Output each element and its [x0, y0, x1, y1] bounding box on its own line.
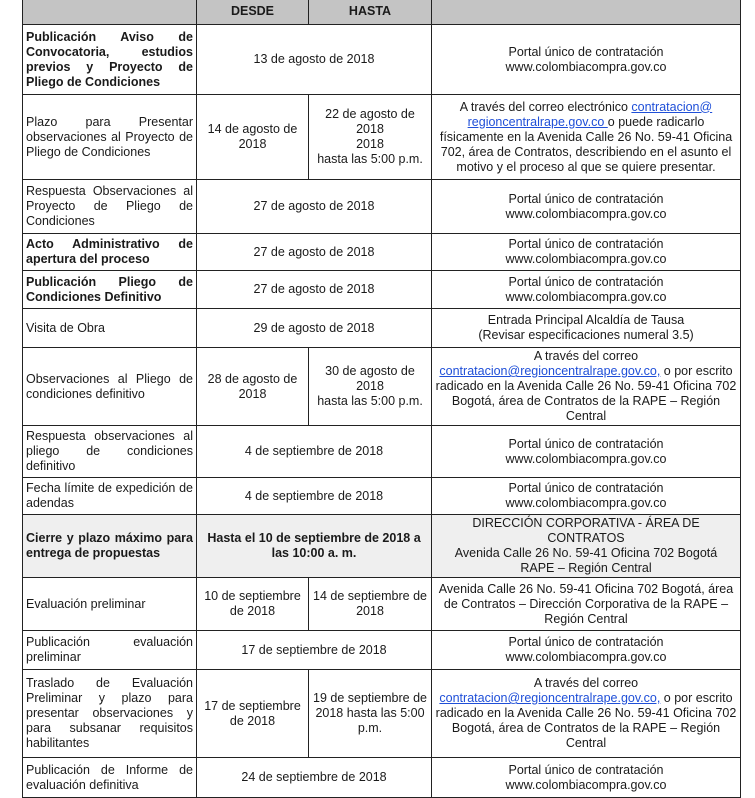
place-cell — [432, 25, 741, 95]
place-url: www.colombiacompra.gov.co — [505, 650, 667, 664]
table-row — [23, 426, 741, 478]
header-from: DESDE — [197, 0, 309, 25]
place-text: A través del correo electrónico — [459, 99, 632, 114]
place-text: o por escrito radicado en la Avenida Calle 26 No. 59-41 Oficina 702 Bogotá, área de Contratos de la RAPE – Región Central — [435, 691, 737, 750]
from-date-cell: 17 de septiembre de 2018 — [197, 670, 309, 758]
activity-cell: Respuesta Observaciones al Proyecto de Pliego de Condiciones — [23, 180, 197, 234]
from-date-cell: 14 de agosto de 2018 — [197, 95, 309, 180]
place-url: www.colombiacompra.gov.co — [505, 496, 667, 510]
activity-cell: Acto Administrativo de apertura del proceso — [23, 234, 197, 271]
place-line: Portal único de contratación — [508, 274, 664, 289]
to-date-cell — [309, 95, 432, 180]
place-line: Portal único de contratación — [508, 237, 664, 251]
schedule-table — [22, 0, 741, 798]
header-place — [432, 0, 741, 25]
place-text: A través del correo — [533, 349, 639, 363]
place-cell — [432, 670, 741, 758]
date-cell: 4 de septiembre de 2018 — [197, 478, 432, 515]
date-cell: 29 de agosto de 2018 — [197, 309, 432, 348]
date-cell: 4 de septiembre de 2018 — [197, 426, 432, 478]
to-date-cell — [309, 348, 432, 426]
place-cell — [432, 95, 741, 180]
table-row-highlighted — [23, 515, 741, 578]
header-activity — [23, 0, 197, 25]
date-cell: 13 de agosto de 2018 — [197, 25, 432, 95]
place-text: o por escrito radicado en la Avenida Calle 26 No. 59-41 Oficina 702 Bogotá, área de Contratos de la RAPE – Región Central — [435, 364, 737, 423]
email-link[interactable]: contratacion@ regioncentralrape.gov.co — [467, 99, 713, 129]
activity-cell: Fecha límite de expedición de adendas — [23, 478, 197, 515]
place-text: o puede radicarlo físicamente en la Avenida Calle 26 No. 59-41 Oficina 702, área de Contratos, describiendo en el asunto el motivo y el proceso al que se quiere presentar. — [439, 114, 733, 174]
place-line: Avenida Calle 26 No. 59-41 Oficina 702 Bogotá — [454, 546, 718, 560]
email-link[interactable]: contratacion@regioncentralrape.gov.co, — [439, 364, 661, 378]
place-cell — [432, 631, 741, 670]
activity-cell: Cierre y plazo máximo para entrega de propuestas — [23, 515, 197, 578]
place-text: A través del correo — [533, 676, 639, 690]
activity-cell: Publicación evaluación preliminar — [23, 631, 197, 670]
to-date-cell: 14 de septiembre de 2018 — [309, 578, 432, 631]
place-line: Portal único de contratación — [508, 436, 664, 451]
place-line: Portal único de contratación — [508, 635, 664, 649]
activity-cell: Evaluación preliminar — [23, 578, 197, 631]
email-link[interactable]: contratacion@regioncentralrape.gov.co, — [439, 691, 661, 705]
from-date-cell: 28 de agosto de 2018 — [197, 348, 309, 426]
table-row — [23, 95, 741, 180]
date-cell: 24 de septiembre de 2018 — [197, 758, 432, 798]
table-row — [23, 631, 741, 670]
from-date-cell: 10 de septiembre de 2018 — [197, 578, 309, 631]
table-row — [23, 180, 741, 234]
table-row — [23, 309, 741, 348]
place-cell — [432, 234, 741, 271]
activity-cell: Publicación Aviso de Convocatoria, estudios previos y Proyecto de Pliego de Condiciones — [23, 25, 197, 95]
activity-cell: Plazo para Presentar observaciones al Proyecto de Pliego de Condiciones — [23, 95, 197, 180]
place-url: www.colombiacompra.gov.co — [505, 777, 667, 792]
place-line: Entrada Principal Alcaldía de Tausa — [487, 313, 685, 327]
to-date-line: 22 de agosto de 2018 — [325, 107, 415, 136]
date-cell: 27 de agosto de 2018 — [197, 271, 432, 309]
to-date-line: 2018 — [356, 137, 384, 151]
table-row — [23, 758, 741, 798]
to-date-time: hasta las 5:00 p.m. — [317, 394, 423, 408]
place-line: (Revisar especificaciones numeral 3.5) — [478, 328, 694, 342]
table-row — [23, 348, 741, 426]
place-cell — [432, 426, 741, 478]
activity-cell: Observaciones al Pliego de condiciones definitivo — [23, 348, 197, 426]
place-line: Portal único de contratación — [508, 44, 664, 59]
place-cell — [432, 309, 741, 348]
date-cell: 27 de agosto de 2018 — [197, 234, 432, 271]
place-url: www.colombiacompra.gov.co — [505, 59, 667, 74]
header-to: HASTA — [309, 0, 432, 25]
to-date-cell: 19 de septiembre de 2018 hasta las 5:00 p.m. — [309, 670, 432, 758]
place-line: Portal único de contratación — [508, 481, 664, 495]
activity-cell: Traslado de Evaluación Preliminar y plazo para presentar observaciones y para subsanar requisitos habilitantes — [23, 670, 197, 758]
place-cell — [432, 758, 741, 798]
to-date-line: 30 de agosto de 2018 — [325, 364, 415, 393]
date-cell: 27 de agosto de 2018 — [197, 180, 432, 234]
place-url: www.colombiacompra.gov.co — [505, 289, 667, 304]
place-cell — [432, 180, 741, 234]
place-line: DIRECCIÓN CORPORATIVA - ÁREA DE CONTRATOS — [472, 516, 700, 545]
place-line: Portal único de contratación — [508, 762, 664, 777]
activity-cell: Publicación Pliego de Condiciones Definitivo — [23, 271, 197, 309]
activity-cell: Publicación de Informe de evaluación definitiva — [23, 758, 197, 798]
activity-cell: Visita de Obra — [23, 309, 197, 348]
place-cell — [432, 478, 741, 515]
table-row — [23, 271, 741, 309]
place-line: RAPE – Región Central — [520, 561, 652, 575]
place-cell — [432, 271, 741, 309]
place-cell — [432, 515, 741, 578]
to-date-time: hasta las 5:00 p.m. — [317, 152, 423, 166]
table-row — [23, 25, 741, 95]
place-url: www.colombiacompra.gov.co — [505, 451, 667, 466]
activity-cell: Respuesta observaciones al pliego de condiciones definitivo — [23, 426, 197, 478]
place-cell: Avenida Calle 26 No. 59-41 Oficina 702 Bogotá, área de Contratos – Dirección Corporativa de la RAPE – Región Central — [432, 578, 741, 631]
place-line: Portal único de contratación — [508, 191, 664, 206]
table-row — [23, 234, 741, 271]
place-url: www.colombiacompra.gov.co — [505, 206, 667, 221]
date-cell: Hasta el 10 de septiembre de 2018 a las 10:00 a. m. — [197, 515, 432, 578]
table-row — [23, 670, 741, 758]
place-cell — [432, 348, 741, 426]
table-row — [23, 578, 741, 631]
header-row — [23, 0, 741, 25]
date-cell: 17 de septiembre de 2018 — [197, 631, 432, 670]
table-row — [23, 478, 741, 515]
place-url: www.colombiacompra.gov.co — [505, 252, 667, 266]
